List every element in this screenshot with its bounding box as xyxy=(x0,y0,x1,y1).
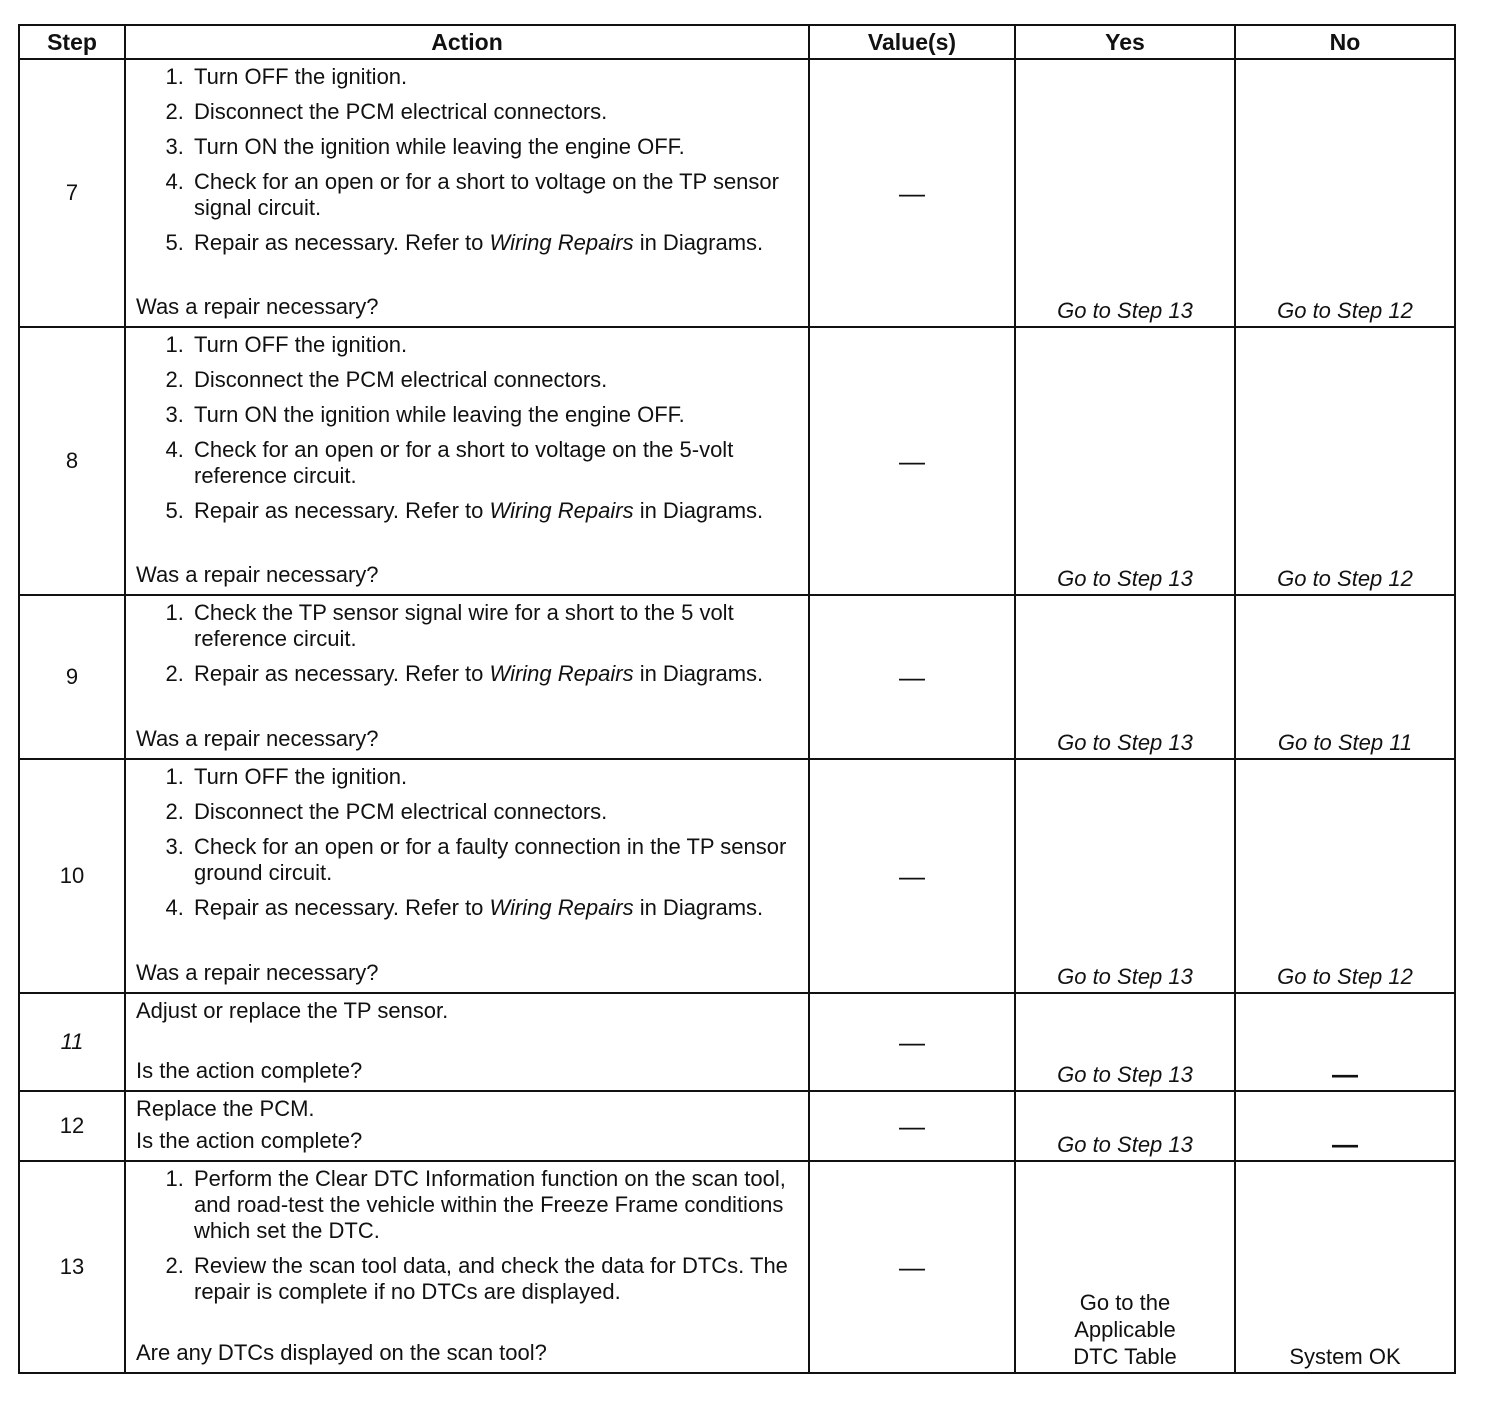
action-text: Replace the PCM. xyxy=(136,1096,315,1121)
yes-cell: Go to Step 13 xyxy=(1015,759,1235,993)
value-cell: — xyxy=(809,759,1015,993)
action-cell xyxy=(125,1161,809,1373)
value-cell: — xyxy=(809,59,1015,327)
action-item: 2. Review the scan tool data, and check the data for DTCs. The repair is complete if no DTCs are displayed. xyxy=(190,1253,794,1305)
action-question: Was a repair necessary? xyxy=(136,960,379,985)
header-yes: Yes xyxy=(1015,25,1235,59)
yes-cell: Go to Step 13 xyxy=(1015,1091,1235,1161)
action-item: 2. Disconnect the PCM electrical connectors. xyxy=(190,799,794,825)
action-cell xyxy=(125,59,809,327)
value-cell: — xyxy=(809,595,1015,759)
wiring-repairs-reference: Wiring Repairs xyxy=(489,661,634,686)
step-number: 11 xyxy=(19,993,125,1091)
action-item: 1. Check the TP sensor signal wire for a short to the 5 volt reference circuit. xyxy=(190,600,794,652)
yes-cell xyxy=(1015,1161,1235,1373)
action-item: 5. Repair as necessary. Refer to Wiring Repairs in Diagrams. xyxy=(190,230,794,256)
step-number: 9 xyxy=(19,595,125,759)
action-text: Adjust or replace the TP sensor. xyxy=(136,998,449,1023)
action-item: 2. Repair as necessary. Refer to Wiring Repairs in Diagrams. xyxy=(190,661,794,687)
action-item: 3. Check for an open or for a faulty connection in the TP sensor ground circuit. xyxy=(190,834,794,886)
action-item: 4. Check for an open or for a short to voltage on the 5-volt reference circuit. xyxy=(190,437,794,489)
wiring-repairs-reference: Wiring Repairs xyxy=(489,895,634,920)
table-row xyxy=(19,327,1455,595)
action-item: 1. Perform the Clear DTC Information function on the scan tool, and road-test the vehicle within the Freeze Frame conditions which set the DTC. xyxy=(190,1166,794,1244)
action-item: 1. Turn OFF the ignition. xyxy=(190,764,794,790)
no-cell: System OK xyxy=(1235,1161,1455,1373)
wiring-repairs-reference: Wiring Repairs xyxy=(489,498,634,523)
action-question: Are any DTCs displayed on the scan tool? xyxy=(136,1340,547,1365)
action-item: 2. Disconnect the PCM electrical connectors. xyxy=(190,367,794,393)
yes-text: Go to the Applicable DTC Table xyxy=(1073,1290,1177,1369)
value-cell: — xyxy=(809,1091,1015,1161)
no-cell: Go to Step 12 xyxy=(1235,327,1455,595)
action-item: 2. Disconnect the PCM electrical connectors. xyxy=(190,99,794,125)
no-cell: — xyxy=(1235,993,1455,1091)
action-question: Is the action complete? xyxy=(136,1058,363,1083)
value-cell: — xyxy=(809,993,1015,1091)
yes-cell: Go to Step 13 xyxy=(1015,993,1235,1091)
table-row xyxy=(19,1161,1455,1373)
table-row xyxy=(19,759,1455,993)
header-action: Action xyxy=(125,25,809,59)
action-item: 3. Turn ON the ignition while leaving the engine OFF. xyxy=(190,402,794,428)
step-number: 10 xyxy=(19,759,125,993)
step-number: 7 xyxy=(19,59,125,327)
header-step: Step xyxy=(19,25,125,59)
action-item: 1. Turn OFF the ignition. xyxy=(190,64,794,90)
table-row xyxy=(19,993,1455,1091)
header-values: Value(s) xyxy=(809,25,1015,59)
step-number: 8 xyxy=(19,327,125,595)
wiring-repairs-reference: Wiring Repairs xyxy=(489,230,634,255)
action-question: Was a repair necessary? xyxy=(136,726,379,751)
value-cell: — xyxy=(809,1161,1015,1373)
value-cell: — xyxy=(809,327,1015,595)
action-item: 1. Turn OFF the ignition. xyxy=(190,332,794,358)
step-number: 13 xyxy=(19,1161,125,1373)
no-cell: Go to Step 12 xyxy=(1235,59,1455,327)
action-item: 4. Repair as necessary. Refer to Wiring Repairs in Diagrams. xyxy=(190,895,794,921)
action-cell xyxy=(125,759,809,993)
action-item: 3. Turn ON the ignition while leaving the engine OFF. xyxy=(190,134,794,160)
table-row xyxy=(19,595,1455,759)
table-row xyxy=(19,1091,1455,1161)
action-cell xyxy=(125,595,809,759)
no-cell: — xyxy=(1235,1091,1455,1161)
diagnostic-table xyxy=(18,24,1456,1374)
action-cell xyxy=(125,327,809,595)
step-number: 12 xyxy=(19,1091,125,1161)
action-question: Was a repair necessary? xyxy=(136,294,379,319)
table-row xyxy=(19,59,1455,327)
header-row xyxy=(19,25,1455,59)
action-cell xyxy=(125,1091,809,1161)
action-question: Was a repair necessary? xyxy=(136,562,379,587)
yes-cell: Go to Step 13 xyxy=(1015,327,1235,595)
action-question: Is the action complete? xyxy=(136,1128,363,1153)
no-cell: Go to Step 12 xyxy=(1235,759,1455,993)
no-cell: Go to Step 11 xyxy=(1235,595,1455,759)
action-item: 5. Repair as necessary. Refer to Wiring Repairs in Diagrams. xyxy=(190,498,794,524)
header-no: No xyxy=(1235,25,1455,59)
action-cell xyxy=(125,993,809,1091)
yes-cell: Go to Step 13 xyxy=(1015,595,1235,759)
action-item: 4. Check for an open or for a short to voltage on the TP sensor signal circuit. xyxy=(190,169,794,221)
yes-cell: Go to Step 13 xyxy=(1015,59,1235,327)
